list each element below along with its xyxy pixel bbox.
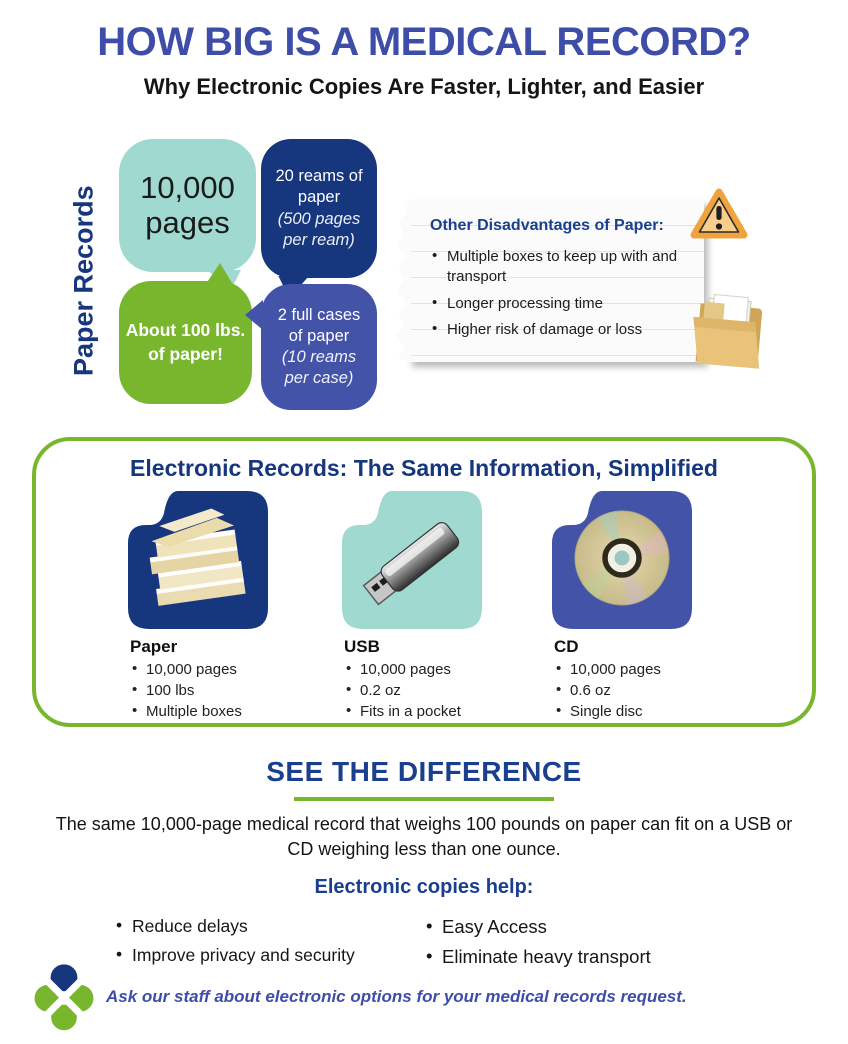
list-item: • Multiple boxes <box>128 703 328 720</box>
bubble-line: About 100 lbs. <box>125 319 246 340</box>
media-card-usb <box>342 491 542 724</box>
media-card-cd <box>552 491 752 724</box>
benefits-list-right <box>422 916 651 976</box>
list-item: • Easy Access <box>422 916 651 938</box>
media-label: Paper <box>130 637 178 656</box>
media-label: CD <box>554 637 579 656</box>
disadvantages-card <box>408 200 704 362</box>
disadvantages-list <box>430 247 690 340</box>
media-bullets <box>342 661 542 720</box>
folder-icon <box>682 292 776 378</box>
list-item: • Eliminate heavy transport <box>422 946 651 968</box>
bubble-2-cases <box>261 284 377 410</box>
help-heading: Electronic copies help: <box>314 876 534 898</box>
page-title: HOW BIG IS A MEDICAL RECORD? <box>97 20 751 64</box>
list-item: • Reduce delays <box>112 916 355 937</box>
list-item: • Longer processing time <box>430 294 690 314</box>
list-item: • Single disc <box>552 703 752 720</box>
bubble-line: pages <box>145 204 230 240</box>
warning-icon <box>690 188 748 240</box>
cd-icon <box>552 491 692 629</box>
list-item: • Improve privacy and security <box>112 945 355 966</box>
bubble-line: paper <box>297 188 341 207</box>
footer-note: Ask our staff about electronic options for your medical records request. <box>106 987 687 1006</box>
media-bullets <box>552 661 752 720</box>
list-item: • Higher risk of damage or loss <box>430 320 690 340</box>
list-item: • 0.6 oz <box>552 682 752 699</box>
bubble-note: (10 reams <box>281 348 357 366</box>
paper-records-section-label: Paper Records <box>68 185 99 377</box>
benefits-list-left <box>112 916 355 974</box>
page-subtitle: Why Electronic Copies Are Faster, Lighter, and Easier <box>143 74 705 99</box>
bubble-10000-pages <box>119 139 256 272</box>
electronic-records-heading: Electronic Records: The Same Information, Simplified <box>130 455 718 481</box>
torn-paper-edge <box>395 200 411 362</box>
bubble-line: 20 reams of <box>275 167 363 186</box>
bubble-line: 2 full cases <box>277 305 361 324</box>
bubble-line: of paper! <box>148 343 223 364</box>
difference-body: The same 10,000-page medical record that weighs 100 pounds on paper can fit on a USB or CD weighing less than one ounce. <box>55 814 793 860</box>
media-card-paper <box>128 491 328 724</box>
bubble-note: per ream) <box>283 230 355 249</box>
list-item: • Fits in a pocket <box>342 703 542 720</box>
difference-heading: SEE THE DIFFERENCE <box>266 756 582 787</box>
list-item: • 10,000 pages <box>552 661 752 678</box>
bubble-20-reams <box>261 139 377 278</box>
list-item: • Multiple boxes to keep up with and transport <box>430 247 690 288</box>
bubble-line: 10,000 <box>140 170 235 206</box>
list-item: • 10,000 pages <box>342 661 542 678</box>
disadvantages-title: Other Disadvantages of Paper: <box>430 217 664 234</box>
bubble-line: of paper <box>288 326 350 345</box>
media-bullets <box>128 661 328 720</box>
list-item: • 100 lbs <box>128 682 328 699</box>
usb-drive-icon <box>342 491 482 629</box>
bubble-100-lbs <box>119 281 252 404</box>
green-underline <box>294 797 554 801</box>
list-item: • 10,000 pages <box>128 661 328 678</box>
clover-logo-icon <box>32 962 96 1032</box>
paper-stack-icon <box>128 491 268 629</box>
electronic-records-panel <box>32 437 816 727</box>
bubble-note: (500 pages <box>277 209 361 228</box>
media-label: USB <box>344 637 380 656</box>
list-item: • 0.2 oz <box>342 682 542 699</box>
bubble-note: per case) <box>284 369 354 388</box>
